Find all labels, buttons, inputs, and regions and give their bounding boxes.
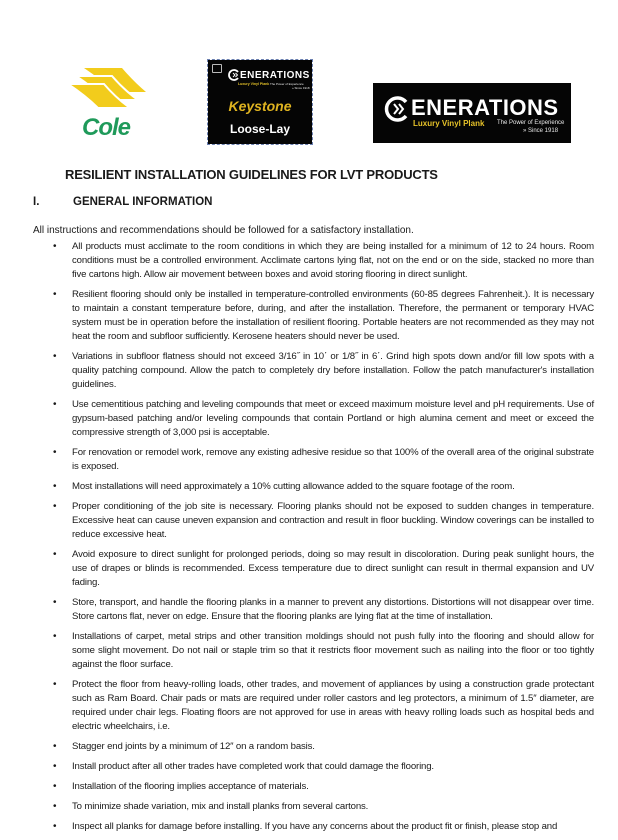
list-item-text: Most installations will need approximately a 10% cutting allowance added to the square footage of the room.: [72, 481, 515, 492]
list-item: [0, 678, 618, 734]
list-item-text: To minimize shade variation, mix and install planks from several cartons.: [72, 801, 369, 812]
list-item: [0, 480, 618, 494]
bullet-icon: •: [53, 351, 57, 362]
list-item: [0, 800, 618, 814]
keystone-since: » Since 1918: [292, 86, 310, 90]
list-item: [0, 288, 618, 344]
bullet-icon: •: [53, 679, 57, 690]
list-item-text: Installation of the flooring implies acceptance of materials.: [72, 781, 309, 792]
list-item: [0, 630, 618, 672]
document-title: RESILIENT INSTALLATION GUIDELINES FOR LVT PRODUCTS: [65, 167, 438, 182]
bullet-icon: •: [53, 741, 57, 752]
keystone-product-name: Keystone: [228, 98, 292, 114]
generations-g-icon: [383, 95, 411, 123]
keystone-product-type: Loose-Lay: [229, 122, 290, 136]
list-item-text: Avoid exposure to direct sunlight for prolonged periods, doing so may result in discoloration. During peak sunlight hours, the use of drapes or blinds is recommended. Excess temperature due to direct sunlight can result in thermal expansion and UV fading.: [72, 549, 594, 588]
list-item: [0, 398, 618, 440]
keystone-brand-text: ENERATIONS: [240, 70, 310, 81]
bullet-icon: •: [53, 447, 57, 458]
list-item: [0, 350, 618, 392]
list-item: [0, 820, 618, 834]
list-item-text: Inspect all planks for damage before installing. If you have any concerns about the product fit or finish, please stop and: [72, 821, 558, 832]
generations-since: » Since 1918: [523, 128, 559, 134]
section-title: GENERAL INFORMATION: [73, 196, 213, 208]
list-item: [0, 548, 618, 590]
bullet-icon: •: [53, 597, 57, 608]
section-number: I.: [33, 196, 40, 208]
generations-tagline-yellow: Luxury Vinyl Plank: [413, 119, 485, 128]
bullet-icon: •: [53, 761, 57, 772]
image-placeholder-icon: [212, 64, 222, 73]
list-item: [0, 500, 618, 542]
cole-logo: [62, 64, 150, 144]
keystone-tagline-white: The Power of Experience: [270, 82, 304, 86]
list-item-text: All products must acclimate to the room conditions in which they are being installed for a minimum of 12 to 24 hours. Room conditions must be a controlled environment. Acclimate cartons lying flat, not on the end or on the side, stacked no more than five cartons high. Allow air movement between boxes and avoid storing flooring in direct sunlight.: [72, 241, 594, 280]
list-item: [0, 760, 618, 774]
list-item: [0, 740, 618, 754]
bullet-icon: •: [53, 289, 57, 300]
list-item-text: Proper conditioning of the job site is necessary. Flooring planks should not be exposed to sudden changes in temperature. Excessive heat can cause uneven expansion and contraction and result in floor buckling. Window coverings can be installed to reduce excessive heat.: [72, 501, 594, 540]
bullet-icon: •: [53, 501, 57, 512]
generations-tagline-white: The Power of Experience: [497, 120, 565, 126]
bullet-icon: •: [53, 821, 57, 832]
list-item: [0, 240, 618, 282]
guidelines-list: [0, 240, 618, 840]
list-item-text: Resilient flooring should only be installed in temperature-controlled environments (60-85 degrees Fahrenheit.). It is necessary to maintain a constant temperature before, during, and after the installation. Therefore, the permanent or temporary HVAC system must be in operation before the installation of resilient flooring. Portable heaters are not recommended as they may not heat the room and subfloor sufficiently. Kerosene heaters should never be used.: [72, 289, 594, 342]
list-item-text: Store, transport, and handle the flooring planks in a manner to prevent any distortions. Distortions will not disappear over time. Store cartons flat, never on edge. Ensure that the flooring planks are lying flat at the time of installation.: [72, 597, 594, 622]
list-item-text: Install product after all other trades have completed work that could damage the flooring.: [72, 761, 434, 772]
generations-logo: [373, 83, 571, 143]
bullet-icon: •: [53, 781, 57, 792]
list-item-text: Use cementitious patching and leveling compounds that meet or exceed maximum moisture level and pH requirements. Use of gypsum-based patching and/or leveling compounds that contain Portland or high alumina cement and meet or exceed the compressive strength of 3,000 psi is acceptable.: [72, 399, 594, 438]
list-item: [0, 596, 618, 624]
bullet-icon: •: [53, 631, 57, 642]
generations-brand-text: ENERATIONS: [411, 95, 559, 120]
list-item-text: Variations in subfloor flatness should not exceed 3/16˝ in 10΄ or 1/8˝ in 6΄. Grind high spots down and/or fill low spots with a quality patching compound. Allow the patch to completely dry before installation. Follow the patch manufacturer's installation guidelines.: [72, 351, 594, 390]
keystone-tagline-yellow: Luxury Vinyl Plank: [238, 82, 270, 86]
list-item-text: Protect the floor from heavy-rolling loads, other trades, and movement of appliances by using a construction grade protectant such as Ram Board. Chair pads or mats are required under roller castors and leg protectors, a minimum of 1.5″ diameter, are required under chair legs. Floating floors are not approved for use in areas with heavy rolling loads such as hospital beds and electric wheelchairs, i.e.: [72, 679, 594, 732]
list-item-text: For renovation or remodel work, remove any existing adhesive residue so that 100% of the overall area of the original substrate is exposed.: [72, 447, 594, 472]
list-item: [0, 446, 618, 474]
intro-paragraph: All instructions and recommendations should be followed for a satisfactory installation.: [33, 225, 414, 236]
bullet-icon: •: [53, 549, 57, 560]
list-item-text: Installations of carpet, metal strips and other transition moldings should not push fully into the flooring and should allow for some slight movement. Do not nail or staple trim so that it restricts floor movement such as nailing into the floor or too tightly against the floor surface.: [72, 631, 594, 670]
bullet-icon: •: [53, 399, 57, 410]
list-item: [0, 780, 618, 794]
bullet-icon: •: [53, 481, 57, 492]
bullet-icon: •: [53, 801, 57, 812]
generations-g-icon: [228, 69, 240, 81]
cole-logo-text: Cole: [82, 114, 131, 141]
bullet-icon: •: [53, 241, 57, 252]
keystone-loose-lay-logo: [208, 60, 312, 144]
list-item-text: Stagger end joints by a minimum of 12″ on a random basis.: [72, 741, 315, 752]
